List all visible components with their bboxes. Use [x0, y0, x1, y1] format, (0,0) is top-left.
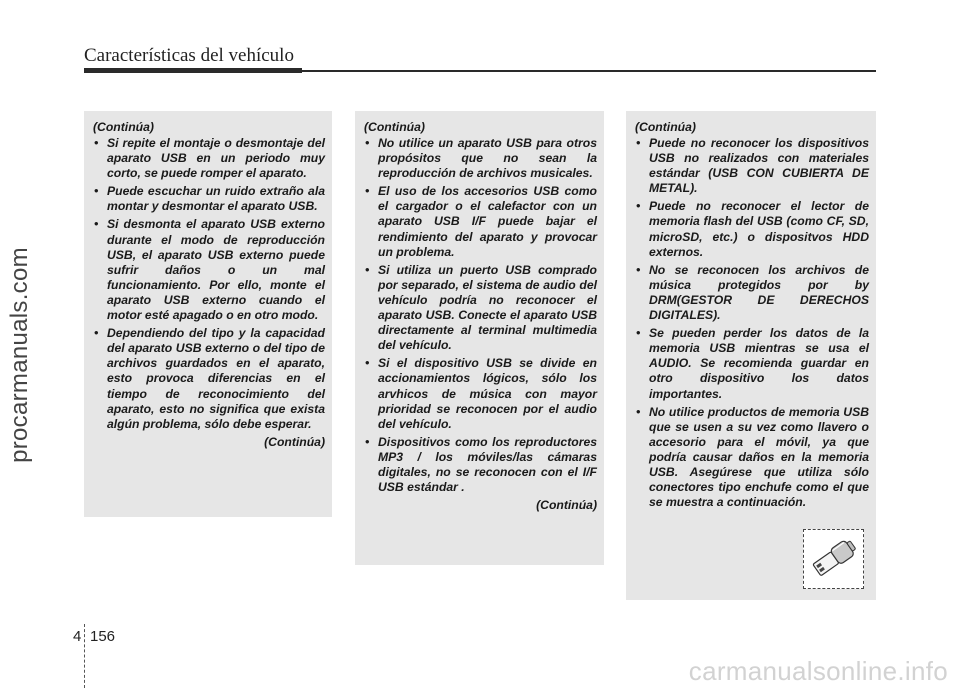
- caution-item: • Puede escuchar un ruido extraño ala montar y desmontar el aparato USB.: [93, 184, 325, 214]
- caution-list: [364, 136, 597, 495]
- usb-drive-icon: [804, 530, 863, 588]
- caution-item: • Puede no reconocer el lector de memoria flash del USB (como CF, SD, microSD, etc.) o dispositvos HDD externos.: [635, 199, 869, 259]
- continued-heading: (Continúa): [635, 120, 696, 134]
- header-rule-thick: [84, 68, 302, 73]
- continued-footer: (Continúa): [264, 434, 325, 449]
- caution-item: • Dependiendo del tipo y la capacidad del aparato USB externo o del tipo de archivos guardados en el aparato, esto provoca diferencias en el tiempo de reconocimiento del aparato, esto no significa que exista algún problema, sólo debe esperar.: [93, 326, 325, 432]
- caution-list: [93, 136, 325, 432]
- caution-item: • Si utiliza un puerto USB comprado por separado, el sistema de audio del vehículo podría no reconocer el aparato USB. Conecte el aparato USB directamente al terminal multimedia del vehículo.: [364, 263, 597, 354]
- caution-panel-2: [355, 111, 604, 565]
- header-rule-thin: [300, 70, 876, 72]
- caution-item: • Si repite el montaje o desmontaje del aparato USB en un periodo muy corto, se puede romper el aparato.: [93, 136, 325, 181]
- caution-item: • Se pueden perder los datos de la memoria USB mientras se usa el AUDIO. Se recomienda guardar en otro dispositivo los datos importantes.: [635, 326, 869, 401]
- caution-item: • Dispositivos como los reproductores MP3 / los móviles/las cámaras digitales, no se reconocen con el I/F USB estándar .: [364, 435, 597, 495]
- page-separator: [84, 624, 85, 688]
- caution-item: • Si el dispositivo USB se divide en accionamientos lógicos, sólo los arvhicos de música con mayor prioridad se reconocen por el audio del vehículo.: [364, 356, 597, 431]
- chapter-number: 4: [73, 628, 82, 645]
- usb-plug-illustration: [803, 529, 864, 589]
- caution-panel-3: [626, 111, 876, 600]
- section-title: Características del vehículo: [84, 45, 294, 66]
- caution-item: • No utilice productos de memoria USB que se usen a su vez como llavero o accesorio para el móvil, ya que podría causar daños en la memoria USB. Asegúrese que utiliza sólo conectores tipo enchufe como el que se muestra a continuación.: [635, 405, 869, 511]
- continued-heading: (Continúa): [364, 120, 425, 134]
- caution-list: [635, 136, 869, 510]
- page-number: 156: [90, 628, 116, 645]
- caution-item: • Puede no reconocer los dispositivos USB no realizados con materiales estándar (USB CON CUBIERTA DE METAL).: [635, 136, 869, 196]
- caution-item: • No se reconocen los archivos de música protegidos por by DRM(GESTOR DE DERECHOS DIGITALES).: [635, 263, 869, 323]
- caution-panel-1: [84, 111, 332, 517]
- continued-footer: (Continúa): [536, 498, 597, 513]
- bottom-watermark: carmanualsonline.info: [688, 656, 948, 686]
- caution-item: • El uso de los accesorios USB como el cargador o el calefactor con un aparato USB I/F puede bajar el rendimiento del aparato y provocar un problema.: [364, 184, 597, 259]
- side-watermark: [0, 240, 40, 470]
- caution-item: • No utilice un aparato USB para otros propósitos que no sean la reproducción de archivos musicales.: [364, 136, 597, 181]
- caution-item: • Si desmonta el aparato USB externo durante el modo de reproducción USB, el aparato USB externo puede sufrir daños o un mal funcionamiento. Por ello, monte el aparato USB externo cuando el motor esté apagado o en otro modo.: [93, 217, 325, 323]
- side-watermark-text: procarmanuals.com: [6, 247, 33, 463]
- continued-heading: (Continúa): [93, 120, 154, 134]
